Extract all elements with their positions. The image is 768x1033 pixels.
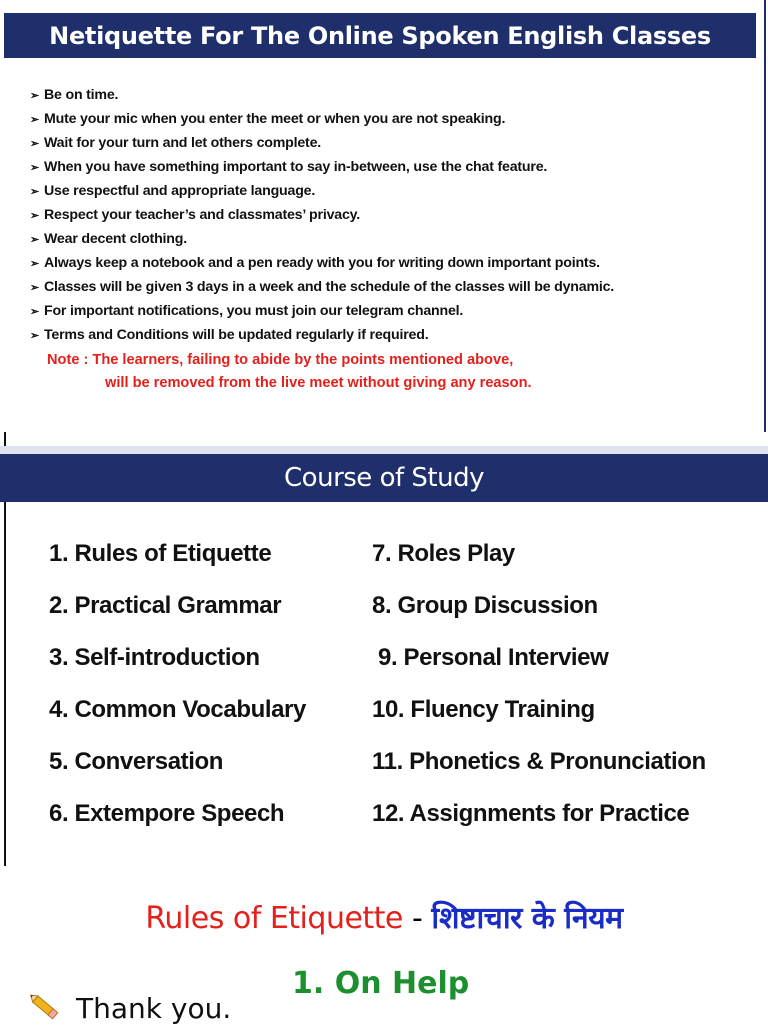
rule-text: When you have something important to say in-between, use the chat feature. — [44, 159, 548, 175]
section-heading: 1. On Help — [292, 966, 470, 1001]
note-line-2: will be removed from the live meet without giving any reason. — [105, 375, 532, 391]
course-item: 11. Phonetics & Pronunciation — [372, 748, 706, 775]
netiquette-rule — [30, 300, 614, 324]
course-item: 9. Personal Interview — [378, 644, 609, 671]
bullet-arrow-icon: ➢ — [30, 330, 40, 342]
bullet-arrow-icon: ➢ — [30, 234, 40, 246]
course-item: 3. Self-introduction — [49, 644, 260, 671]
etiquette-title — [0, 896, 768, 937]
netiquette-rules-list — [30, 84, 614, 348]
pencil-icon — [26, 990, 66, 1026]
course-list-left — [49, 528, 306, 840]
bullet-arrow-icon: ➢ — [30, 90, 40, 102]
netiquette-rule — [30, 180, 614, 204]
bullet-arrow-icon: ➢ — [30, 258, 40, 270]
netiquette-slide — [0, 0, 768, 432]
thank-you-line — [26, 990, 231, 1026]
netiquette-rule — [30, 324, 614, 348]
course-item: 10. Fluency Training — [372, 696, 595, 723]
rule-text: Wear decent clothing. — [44, 231, 187, 247]
rule-text: Classes will be given 3 days in a week and the schedule of the classes will be dynamic. — [44, 279, 615, 295]
course-item: 1. Rules of Etiquette — [49, 540, 272, 567]
netiquette-rule — [30, 252, 614, 276]
etiquette-title-separator: - — [402, 901, 432, 936]
rule-text: Wait for your turn and let others complete. — [44, 135, 322, 151]
course-item: 4. Common Vocabulary — [49, 696, 306, 723]
thank-you-text: Thank you. — [76, 991, 232, 1025]
course-bar-top — [0, 446, 768, 454]
bullet-arrow-icon: ➢ — [30, 210, 40, 222]
course-item: 6. Extempore Speech — [49, 800, 285, 827]
netiquette-rule — [30, 84, 614, 108]
rule-text: Be on time. — [44, 87, 119, 103]
netiquette-rule — [30, 276, 614, 300]
netiquette-note — [47, 349, 532, 395]
netiquette-title: Netiquette For The Online Spoken English Classes — [4, 13, 756, 58]
rule-text: Always keep a notebook and a pen ready with you for writing down important points. — [44, 255, 600, 271]
etiquette-slide — [0, 866, 768, 1024]
course-slide — [0, 446, 768, 866]
course-item: 2. Practical Grammar — [49, 592, 282, 619]
note-line-1: Note : The learners, failing to abide by the points mentioned above, — [47, 352, 514, 368]
slide-edge — [4, 502, 6, 866]
slide-edge — [764, 0, 766, 432]
course-item: 7. Roles Play — [372, 540, 515, 567]
rule-text: Mute your mic when you enter the meet or when you are not speaking. — [44, 111, 506, 127]
course-item: 12. Assignments for Practice — [372, 800, 690, 827]
slide-divider — [4, 432, 6, 446]
course-item: 8. Group Discussion — [372, 592, 598, 619]
netiquette-rule — [30, 204, 614, 228]
bullet-arrow-icon: ➢ — [30, 306, 40, 318]
netiquette-rule — [30, 132, 614, 156]
netiquette-rule — [30, 156, 614, 180]
rule-text: Respect your teacher’s and classmates’ privacy. — [44, 207, 361, 223]
netiquette-rule — [30, 228, 614, 252]
bullet-arrow-icon: ➢ — [30, 114, 40, 126]
bullet-arrow-icon: ➢ — [30, 138, 40, 150]
netiquette-rule — [30, 108, 614, 132]
rule-text: Use respectful and appropriate language. — [44, 183, 316, 199]
bullet-arrow-icon: ➢ — [30, 162, 40, 174]
bullet-arrow-icon: ➢ — [30, 186, 40, 198]
course-list-right — [372, 528, 706, 840]
bullet-arrow-icon: ➢ — [30, 282, 40, 294]
rule-text: For important notifications, you must join our telegram channel. — [44, 303, 464, 319]
etiquette-title-hi: शिष्टाचार के नियम — [431, 901, 623, 936]
course-title: Course of Study — [0, 454, 768, 502]
rule-text: Terms and Conditions will be updated regularly if required. — [44, 327, 429, 343]
course-item: 5. Conversation — [49, 748, 224, 775]
etiquette-title-en: Rules of Etiquette — [145, 901, 403, 936]
